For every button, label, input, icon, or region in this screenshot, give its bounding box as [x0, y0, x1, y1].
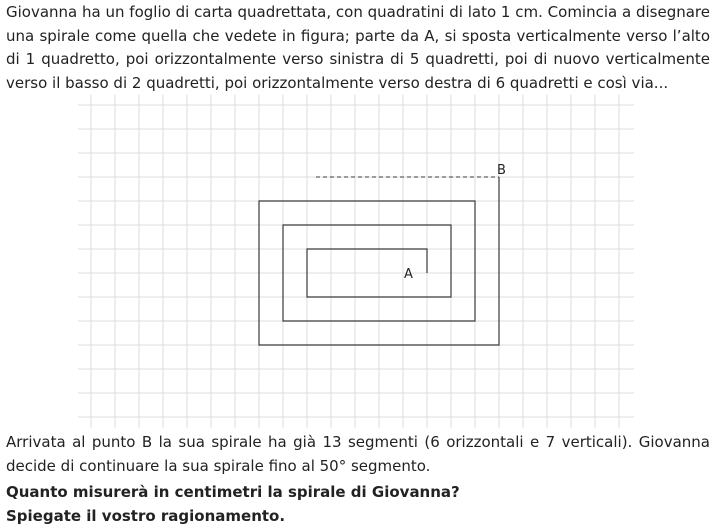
point-a-label: A [404, 267, 413, 282]
point-b-label: B [497, 163, 506, 178]
question-text: Quanto misurerà in centimetri la spirale di Giovanna? [6, 483, 460, 501]
instruction-text: Spiegate il vostro ragionamento. [6, 507, 286, 525]
grid-paper [78, 95, 634, 428]
continuation-text: Arrivata al punto B la sua spirale ha già 13 segmenti (6 orizzontali e 7 verticali). Giovanna decide di continuare la sua spirale fino al 50° segmento. [6, 433, 710, 475]
problem-intro-text: Giovanna ha un foglio di carta quadrettata, con quadratini di lato 1 cm. Comincia a disegnare una spirale come quella che vedete in figura; parte da A, si sposta verticalmente verso l’alto di 1 quadretto, poi orizzontalmente verso sinistra di 5 quadretti, poi di nuovo verticalmente verso il basso di 2 quadretti, poi orizzontalmente verso destra di 6 quadretti e così via... [6, 3, 710, 92]
